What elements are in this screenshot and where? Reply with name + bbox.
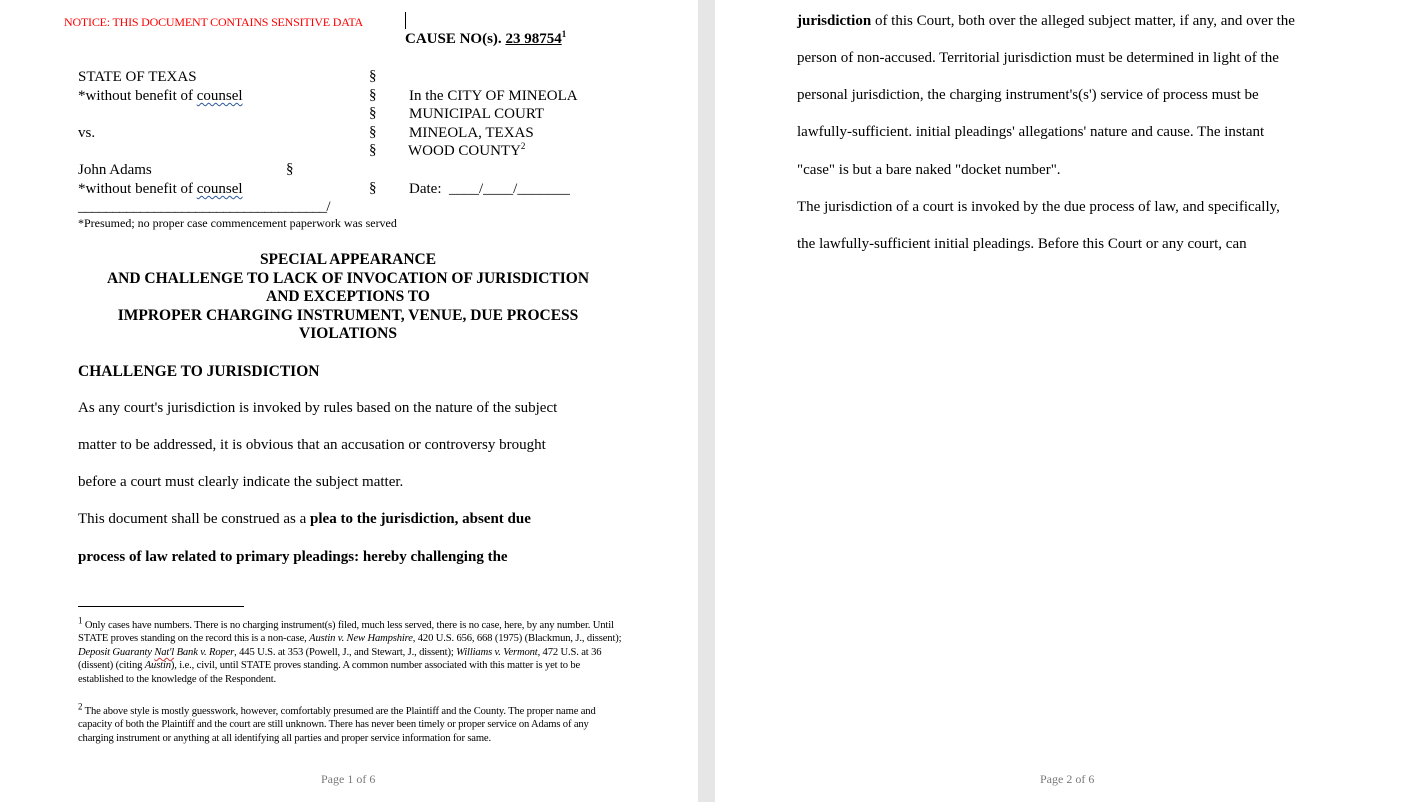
sensitive-data-notice: NOTICE: THIS DOCUMENT CONTAINS SENSITIVE DATA [64,15,363,29]
text-cursor [405,12,406,29]
footnote-ref-2[interactable]: 2 [520,141,526,151]
party1-note: *without benefit of counsel [78,88,243,104]
body-line: person of non-accused. Territorial jurisdiction must be determined in light of the [797,50,1279,66]
footnote-2: $^2$ The above style is mostly guesswork, however, comfortably presumed are the Plaintiff and the County. The proper name and capacity of both the Plaintiff and the court are still unknown. There has never been timely or proper service on Adams of any charging instrument or anything at all identifying all parties and proper service information for same. [78,701,596,744]
title-line: SPECIAL APPEARANCE [259,251,437,268]
section-symbol: § [369,68,377,84]
body-line: before a court must clearly indicate the subject matter. [78,474,404,490]
spelling-flag[interactable]: Nat'l [154,646,175,658]
party2-note: *without benefit of counsel [78,181,243,197]
title-line: AND EXCEPTIONS TO [266,288,430,305]
section-symbol: § [369,180,377,196]
document-page-2 [715,0,1412,802]
court-line-4: WOOD COUNTY$^2$ [408,141,526,159]
cause-number: 23 98754 [505,31,562,47]
section-symbol: § [286,161,294,177]
page-number: Page 2 of 6 [1040,772,1095,786]
grammar-flag[interactable]: counsel [196,88,243,104]
body-line: lawfully-sufficient. initial pleadings' allegations' nature and cause. The instant [797,124,1265,140]
presumed-note: *Presumed; no proper case commencement paperwork was served [78,216,397,230]
plea-paragraph-line: process of law related to primary pleadings: hereby challenging the [78,549,508,565]
title-line: AND CHALLENGE TO LACK OF INVOCATION OF JURISDICTION [106,269,590,287]
section-heading: CHALLENGE TO JURISDICTION [78,363,320,380]
section-symbol: § [369,87,377,103]
section-symbol: § [369,124,377,140]
signature-line: ____________________________________/ [78,199,330,215]
party1-name: STATE OF TEXAS [78,69,197,85]
section-symbol: § [369,142,377,158]
body-line: the lawfully-sufficient initial pleadings. Before this Court or any court, can [797,236,1247,252]
body-line: jurisdiction of this Court, both over the alleged subject matter, if any, and over the [797,13,1295,29]
footnote-ref-1[interactable]: 1 [561,29,567,39]
body-line: As any court's jurisdiction is invoked by rules based on the nature of the subject [78,400,558,416]
date-field[interactable] [409,180,570,198]
body-line: "case" is but a bare naked "docket number". [797,162,1061,178]
party2-name: John Adams [78,162,152,178]
grammar-flag[interactable]: counsel [196,181,243,197]
title-line: IMPROPER CHARGING INSTRUMENT, VENUE, DUE PROCESS [117,306,579,324]
footnote-separator [78,606,244,607]
plea-paragraph-line: This document shall be construed as a plea to the jurisdiction, absent due [78,511,531,527]
cause-number-line[interactable] [405,31,566,48]
document-page-1 [0,0,698,802]
page-number: Page 1 of 6 [321,772,376,786]
body-line: The jurisdiction of a court is invoked by the due process of law, and specifically, [797,199,1280,215]
body-line: matter to be addressed, it is obvious that an accusation or controversy brought [78,437,546,453]
section-symbol: § [369,105,377,121]
court-line-2: MUNICIPAL COURT [409,106,545,122]
footnote-1: $^1$ Only cases have numbers. There is no charging instrument(s) filed, much less served, there is no case, here, by any number. Until STATE proves standing on the record this is a non-case, Austin v. New Hampshire, 420 U.S. 656, 668 (1975) (Blackmun, J., dissent); Deposit Guaranty Nat'l Bank v. Roper, 445 U.S. at 353 (Powell, J., and Stewart, J., dissent); Williams v. Vermont, 472 U.S. at 36 (dissent) (citing Austin), i.e., civil, until STATE proves standing. A common number associated with this matter is yet to be established to the knowledge of the Respondent. [78,615,622,685]
court-line-3: MINEOLA, TEXAS [409,125,534,141]
versus: vs. [78,125,96,141]
body-line: personal jurisdiction, the charging instrument's(s') service of process must be [797,87,1259,103]
date-label: Date: [409,181,442,197]
date-blank: ____/____/_______ [448,181,570,197]
court-line-1: In the CITY OF MINEOLA [409,88,578,104]
document-title [60,251,636,344]
cause-label: CAUSE NO(s). [405,31,506,47]
title-line: VIOLATIONS [299,325,397,342]
